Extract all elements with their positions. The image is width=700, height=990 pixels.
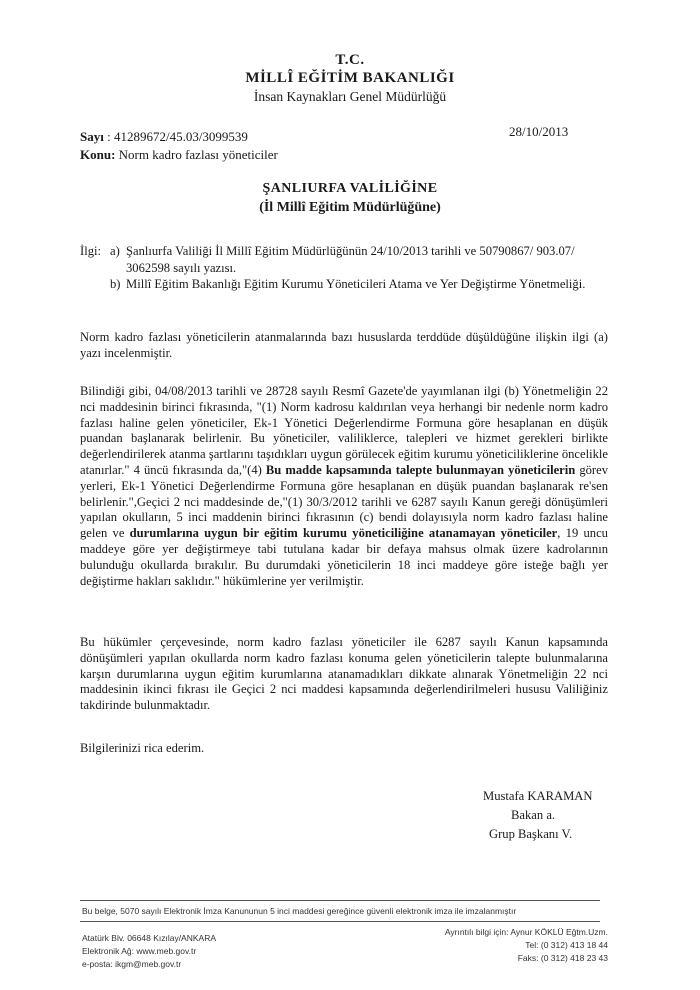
paragraph-3: Bu hükümler çerçevesinde, norm kadro fazlası yöneticiler ile 6287 sayılı Kanun kapsamında dönüşümleri yapılan okullarda norm kadro fazlası konuma gelen yöneticilerin talepte bulunmalarına karşın durumlarına uygun eğitim kurumlarına atanamadıkları dikkate alınarak Yönetmeliğin 22 nci maddesinin ikinci fıkrası ile Geçici 2 nci maddesi kapsamında değerlendirilmeleri hususu Valiliğiniz takdirinde bulunmaktadır. <box>80 635 608 713</box>
footer-divider-top <box>80 900 600 901</box>
footer-web: Elektronik Ağ: www.meb.gov.tr <box>82 946 197 956</box>
header-department: İnsan Kaynakları Genel Müdürlüğü <box>253 89 447 104</box>
footer-tel: Tel: (0 312) 413 18 44 <box>525 940 608 950</box>
recipient-line-2: (İl Millî Eğitim Müdürlüğüne) <box>259 200 441 215</box>
paragraph-2-part-d: , 19 uncu maddeye göre yer değiştirmeye tabi tutulana kadar bir defaya mahsus olmak üzere kadrolarının bulunduğu okullarda bırakılır. Bu durumdaki yöneticilerin 18 inci maddeye göre isteğe bağlı yer değiştirme hakları saklıdır." hükümlerine yer verilmiştir. <box>80 526 608 588</box>
signer-name: Mustafa KARAMAN <box>483 789 593 803</box>
esign-note: Bu belge, 5070 sayılı Elektronik İmza Kanununun 5 inci maddesi gereğince güvenli elektronik imza ile imzalanmıştır <box>82 906 517 916</box>
footer-divider-bottom <box>80 921 600 922</box>
subject <box>80 147 278 163</box>
footer-address: Atatürk Blv. 06648 Kızılay/ANKARA <box>82 933 217 943</box>
reference-text: Şanlıurfa Valiliği İl Millî Eğitim Müdürlüğünün 24/10/2013 tarihli ve 50790867/ 903.07/ 3062598 sayılı yazısı. <box>126 244 575 275</box>
paragraph-2-part-a: Bilindiği gibi, 04/08/2013 tarihli ve 28728 sayılı Resmî Gazete'de yayımlanan ilgi (b) Yönetmeliğin 22 nci maddesinin birinci fıkrasında, "(1) Norm kadrosu kaldırılan veya herhangi bir nedenle norm kadro fazlası haline gelen yöneticiler, Ek-1 Yönetici Değerlendirme Formuna göre hesaplanan en düşük puandan başlanarak belirlenir. Bu yöneticiler, valiliklerce, talepleri ve hizmet gerekleri birlikte değerlendirilerek atanma şartlarını taşıdıkları uygun görülecek eğitim kurumu yöneticiliklerine öncelikle atanırlar." 4 üncü fıkrasında da,"(4) <box>80 384 608 477</box>
signer-title-2: Grup Başkanı V. <box>489 827 573 841</box>
reference-number <box>80 129 248 145</box>
paragraph-2-bold-1: Bu madde kapsamında talepte bulunmayan yöneticilerin <box>265 462 576 477</box>
sayi-value: : 41289672/45.03/3099539 <box>107 129 248 144</box>
reference-text: Millî Eğitim Bakanlığı Eğitim Kurumu Yöneticileri Atama ve Yer Değiştirme Yönetmeliği. <box>126 277 586 291</box>
paragraph-1: Norm kadro fazlası yöneticilerin atanmalarında bazı hususlarda terddüde düşüldüğüne ilişkin ilgi (a) yazı incelenmiştir. <box>80 330 608 360</box>
paragraph-2-bold-2: durumlarına uygun bir eğitim kurumu yöneticiliğine atanamayan yöneticiler <box>129 526 558 541</box>
konu-value: Norm kadro fazlası yöneticiler <box>118 147 278 162</box>
paragraph-2-part-c: görev yerleri, Ek-1 Yönetici Değerlendirme Formuna göre hesaplanan en düşük puandan başlanarak re'sen belirlenir.",Geçici 2 nci maddesinde de,"(1) 30/3/2012 tarihli ve 6287 sayılı Kanun gereği dönüşümleri yapılan okulların, 5 inci maddenin birinci fıkrasının (c) bendi dolayısıyla norm kadro fazlası haline gelen ve <box>80 462 608 541</box>
header-ministry: MİLLÎ EĞİTİM BAKANLIĞI <box>245 70 455 86</box>
reference-block <box>80 243 620 293</box>
reference-key: a) <box>110 244 120 258</box>
recipient-line-1: ŞANLIURFA VALİLİĞİNE <box>262 181 438 196</box>
reference-item <box>110 276 620 293</box>
sayi-label: Sayı <box>80 129 104 144</box>
footer-contact: Ayrıntılı bilgi için: Aynur KÖKLÜ Eğtm.Uzm. <box>444 927 608 937</box>
reference-item <box>110 243 620 276</box>
signer-title-1: Bakan a. <box>511 808 556 822</box>
document-date: 28/10/2013 <box>509 124 569 139</box>
header-tc: T.C. <box>335 52 365 68</box>
footer-email: e-posta: ikgm@meb.gov.tr <box>82 959 182 969</box>
konu-label: Konu: <box>80 147 116 162</box>
footer-fax: Faks: (0 312) 418 23 43 <box>517 953 608 963</box>
paragraph-4: Bilgilerinizi rica ederim. <box>80 741 205 755</box>
paragraph-2 <box>80 384 608 589</box>
reference-key: b) <box>110 277 121 291</box>
ilgi-label: İlgi: <box>80 244 101 258</box>
